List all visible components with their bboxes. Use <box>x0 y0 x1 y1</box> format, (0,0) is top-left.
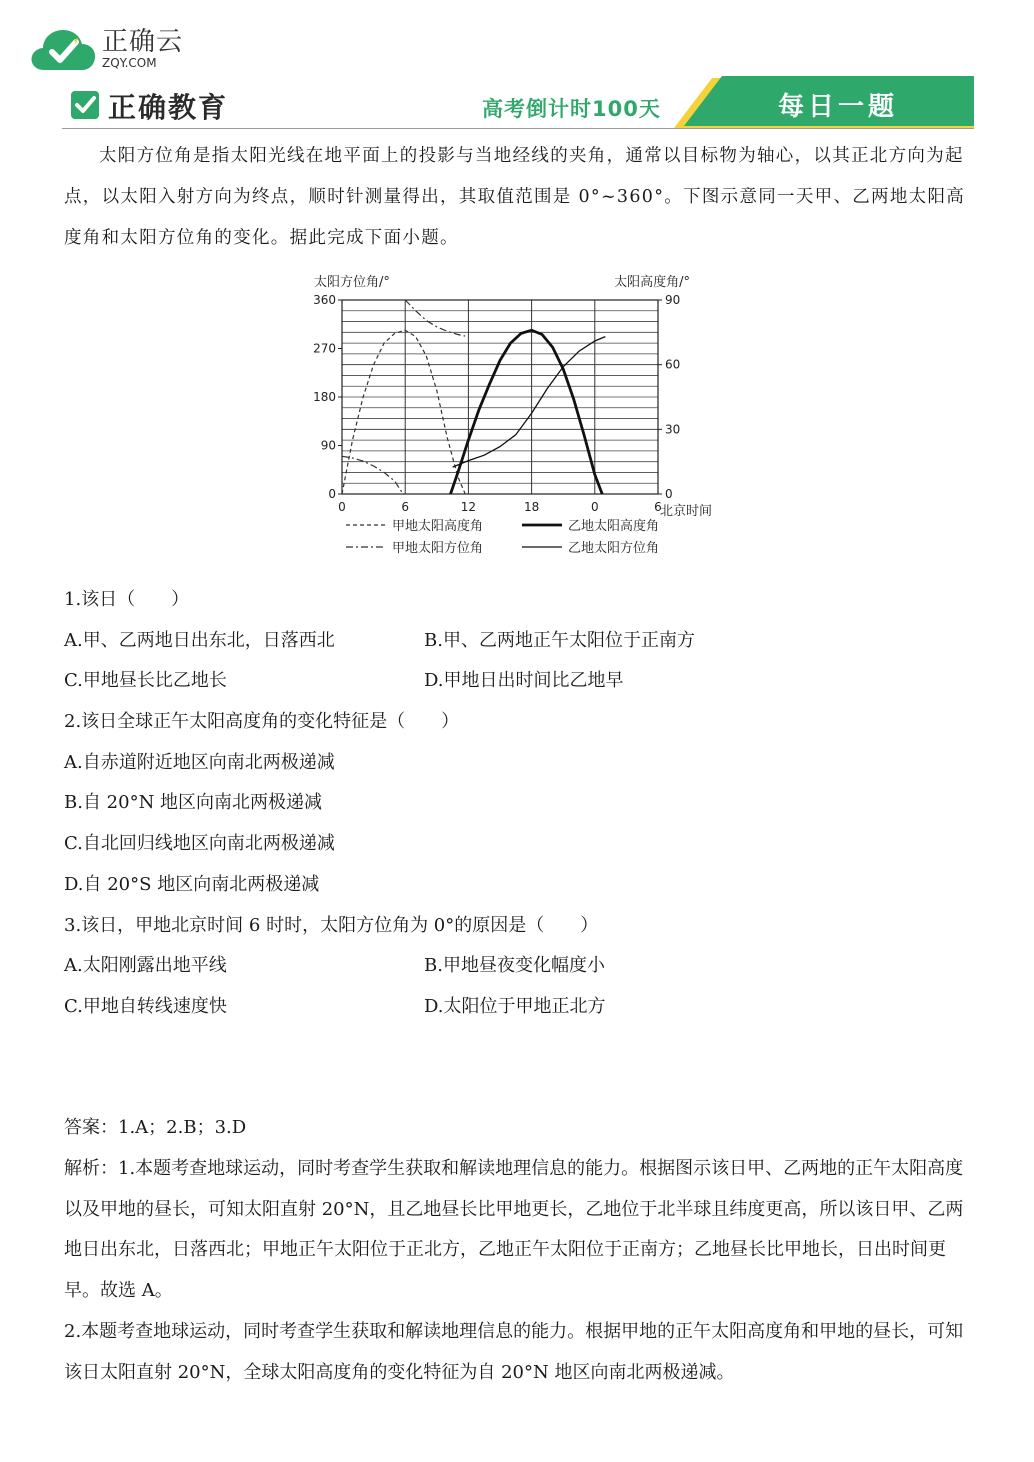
brand-logo <box>30 24 183 74</box>
left-tick-label: 180 <box>313 390 336 404</box>
legend-label: 乙地太阳高度角 <box>568 519 660 534</box>
intro-paragraph: 太阳方位角是指太阳光线在地平面上的投影与当地经线的夹角，通常以目标物为轴心，以其正北方向为起点，以太阳入射方向为终点，顺时针测量得出，其取值范围是 0°~360°。下图示意同一天甲、乙两地太阳高度角和太阳方位角的变化。据此完成下面小题。 <box>64 146 966 248</box>
answer-section <box>64 1108 974 1394</box>
analysis-1: 解析：1.本题考查地球运动，同时考查学生获取和解读地理信息的能力。根据图示该日甲、乙两地的正午太阳高度以及甲地的昼长，可知太阳直射 20°N，且乙地昼长比甲地更长，乙地位于北半球且纬度更高，所以该日甲、乙两地日出东北，日落西北；甲地正午太阳位于正北方，乙地正午太阳位于正南方；乙地昼长比甲地长，日出时间更早。故选 A。 <box>64 1157 964 1302</box>
right-tick-label: 60 <box>665 357 681 372</box>
header-divider <box>62 128 974 129</box>
x-tick-label: 0 <box>590 500 599 514</box>
option-2b: B.自 20°N 地区向南北两极递减 <box>64 792 323 814</box>
legend-label: 甲地太阳方位角 <box>392 541 484 556</box>
x-tick-label: 12 <box>460 500 477 514</box>
left-tick-label: 90 <box>320 438 336 453</box>
option-1a: A.甲、乙两地日出东北，日落西北 <box>64 629 335 651</box>
option-row <box>64 946 974 987</box>
header-title: 正确教育 <box>108 91 229 124</box>
x-axis-label: 北京时间 <box>660 504 713 519</box>
option-3b: B.甲地昼夜变化幅度小 <box>424 955 605 977</box>
answer-key: 答案：1.A；2.B；3.D <box>64 1117 247 1138</box>
right-tick-label: 90 <box>665 293 681 307</box>
question-2: 2.该日全球正午太阳高度角的变化特征是（ ） <box>64 711 460 733</box>
legend-label: 甲地太阳高度角 <box>392 519 484 534</box>
left-tick-label: 360 <box>313 293 336 307</box>
option-3c: C.甲地自转线速度快 <box>64 995 227 1017</box>
cloud-check-icon <box>30 26 96 72</box>
right-axis-label: 太阳高度角/° <box>614 275 690 290</box>
option-row <box>64 621 974 662</box>
option-row <box>64 661 974 702</box>
x-tick-label: 18 <box>523 500 540 514</box>
series-line-0 <box>342 330 465 494</box>
sun-angle-chart <box>300 268 740 568</box>
header-countdown: 高考倒计时100天 <box>482 97 661 121</box>
right-tick-label: 0 <box>665 487 673 501</box>
x-tick-label: 0 <box>338 500 346 514</box>
option-2a: A.自赤道附近地区向南北两极递减 <box>64 751 335 773</box>
series-line-3 <box>453 337 606 468</box>
option-1c: C.甲地昼长比乙地长 <box>64 670 227 692</box>
brand-name: 正确云 <box>102 27 184 57</box>
questions <box>64 580 974 1028</box>
x-tick-label: 6 <box>654 500 662 514</box>
legend-label: 乙地太阳方位角 <box>568 541 660 556</box>
question-1: 1.该日（ ） <box>64 589 190 610</box>
option-3d: D.太阳位于甲地正北方 <box>424 995 606 1017</box>
option-3a: A.太阳刚露出地平线 <box>64 955 227 977</box>
brand-domain: ZQY.COM <box>102 56 157 70</box>
series-line-1-b <box>405 300 465 336</box>
right-tick-label: 30 <box>665 422 681 437</box>
left-axis-label: 太阳方位角/° <box>314 275 390 290</box>
analysis-2: 2.本题考查地球运动，同时考查学生获取和解读地理信息的能力。根据甲地的正午太阳高度角和甲地的昼长，可知该日太阳直射 20°N，全球太阳高度角的变化特征为自 20°N 地区向南北两极递减。 <box>64 1320 964 1383</box>
chart-svg <box>300 268 740 568</box>
option-2d: D.自 20°S 地区向南北两极递减 <box>64 873 320 895</box>
question-3: 3.该日，甲地北京时间 6 时时，太阳方位角为 0°的原因是（ ） <box>64 914 599 936</box>
header-bar <box>62 76 974 130</box>
option-1d: D.甲地日出时间比乙地早 <box>424 670 624 692</box>
option-2c: C.自北回归线地区向南北两极递减 <box>64 833 335 855</box>
checkbox-icon <box>70 90 100 120</box>
option-1b: B.甲、乙两地正午太阳位于正南方 <box>424 629 695 651</box>
x-tick-label: 6 <box>401 500 410 514</box>
left-tick-label: 270 <box>313 341 336 356</box>
left-tick-label: 0 <box>328 487 336 501</box>
series-line-2 <box>451 330 603 494</box>
option-row <box>64 987 974 1028</box>
header-daily-badge: 每日一题 <box>778 92 899 122</box>
